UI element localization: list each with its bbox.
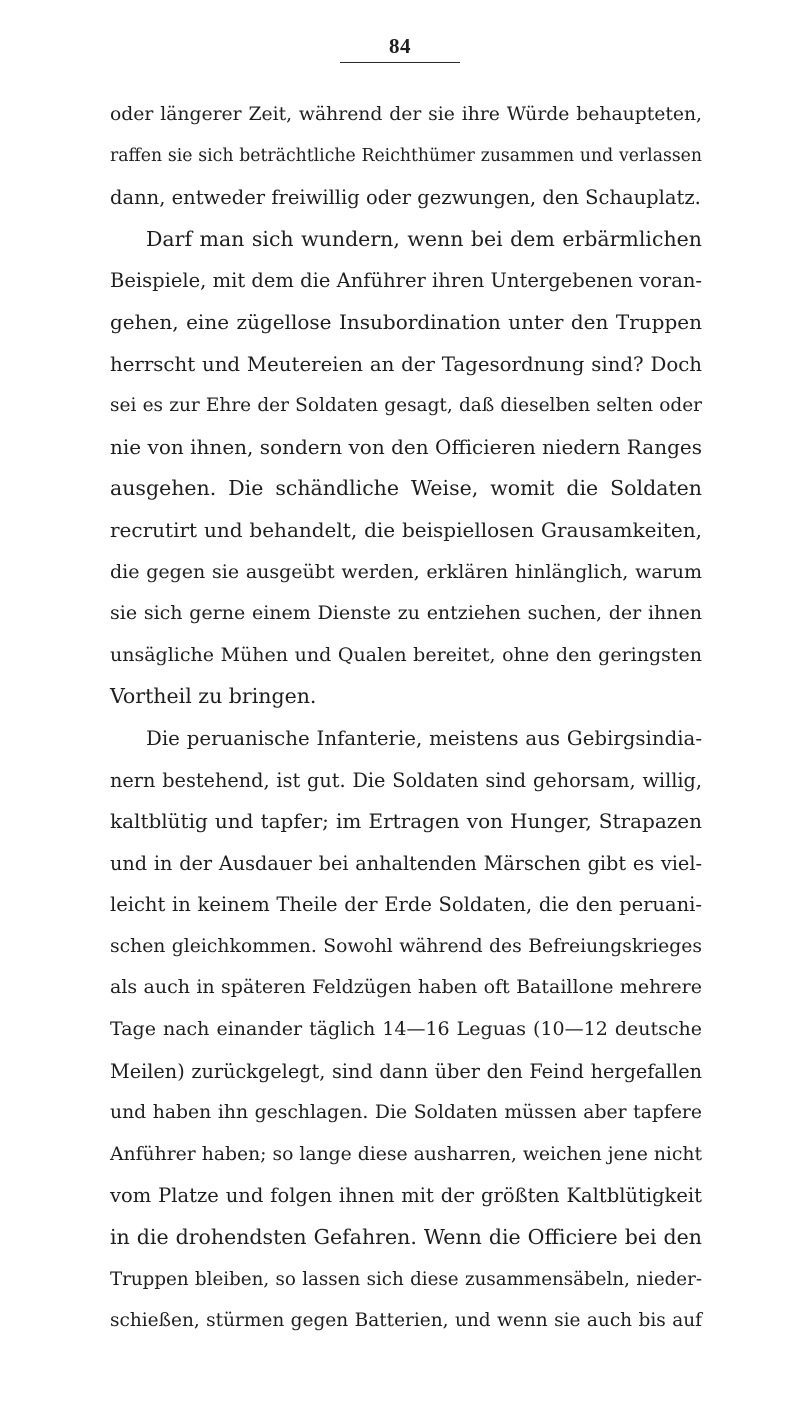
text-line: schießen, stürmen gegen Batterien, und wenn sie auch bis auf: [110, 1310, 702, 1332]
text-line: Vortheil zu bringen.: [110, 684, 317, 709]
text-line: Beispiele, mit dem die Anführer ihren Untergebenen voran-: [110, 269, 702, 293]
page-number: 84: [389, 34, 411, 58]
text-line: sei es zur Ehre der Soldaten gesagt, daß dieselben selten oder: [110, 395, 702, 417]
text-line: schen gleichkommen. Sowohl während des Befreiungskrieges: [110, 935, 702, 957]
text-line: leicht in keinem Theile der Erde Soldaten, die den peruani-: [110, 893, 702, 917]
text-line: nie von ihnen, sondern von den Officieren niedern Ranges: [110, 434, 702, 459]
text-line: herrscht und Meutereien an der Tagesordnung sind? Doch: [110, 352, 702, 376]
text-line: vom Platze und folgen ihnen mit der größten Kaltblütigkeit: [110, 1184, 702, 1208]
text-line: und in der Ausdauer bei anhaltenden Märschen gibt es viel-: [110, 851, 702, 875]
text-line: Meilen) zurückgelegt, sind dann über den Feind hergefallen: [110, 1059, 702, 1083]
text-line: Truppen bleiben, so lassen sich diese zusammensäbeln, nieder-: [110, 1268, 702, 1290]
text-line: unsägliche Mühen und Qualen bereitet, ohne den geringsten: [110, 643, 702, 666]
text-line: oder längerer Zeit, während der sie ihre Würde behaupteten,: [110, 104, 702, 125]
text-line: Die peruanische Infanterie, meistens aus Gebirgsindia-: [146, 726, 702, 750]
text-line: kaltblütig und tapfer; im Ertragen von Hunger, Strapazen: [110, 809, 702, 834]
text-line: und haben ihn geschlagen. Die Soldaten müssen aber tapfere: [110, 1102, 702, 1124]
text-line: Darf man sich wundern, wenn bei dem erbärmlichen: [146, 226, 702, 251]
body-text: [110, 94, 702, 1342]
text-line: gehen, eine zügellose Insubordination unter den Truppen: [110, 309, 702, 334]
text-line: die gegen sie ausgeübt werden, erklären hinlänglich, warum: [110, 560, 702, 583]
text-line: in die drohendsten Gefahren. Wenn die Officiere bei den: [110, 1225, 702, 1250]
text-line: recrutirt und behandelt, die beispiellosen Grausamkeiten,: [110, 517, 702, 542]
text-line: sie sich gerne einem Dienste zu entziehen suchen, der ihnen: [110, 602, 702, 625]
text-line: als auch in späteren Feldzügen haben oft Bataillone mehrere: [110, 976, 702, 999]
text-line: nern bestehend, ist gut. Die Soldaten sind gehorsam, willig,: [110, 768, 702, 792]
text-line: raffen sie sich beträchtliche Reichthümer zusammen und verlassen: [110, 145, 702, 166]
text-line: Anführer haben; so lange diese ausharren, weichen jene nicht: [110, 1143, 702, 1165]
page-number-rule: [340, 62, 460, 63]
text-line: Tage nach einander täglich 14—16 Leguas (10—12 deutsche: [110, 1018, 702, 1041]
text-line: ausgehen. Die schändliche Weise, womit die Soldaten: [110, 476, 702, 501]
text-line: dann, entweder freiwillig oder gezwungen, den Schauplatz.: [110, 186, 701, 210]
